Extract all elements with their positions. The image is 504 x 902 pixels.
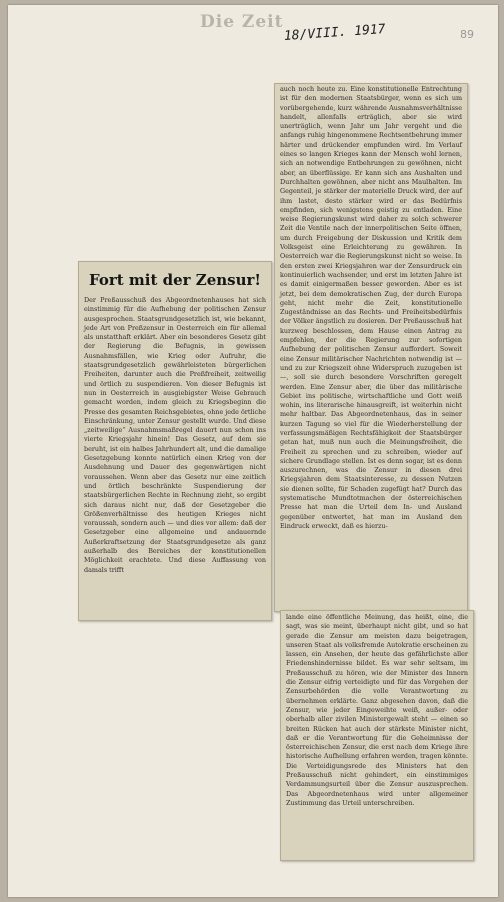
page-number: 89: [460, 28, 474, 41]
article-column-3-text: lande eine öffentliche Meinung, das heißt, eine, die sagt, was sie meint, überhaupt nicht gibt, und so hat gerade die Zensur am meisten dazu beigetragen, unseren Staat als volksfremde Autokratie erscheinen zu lassen, ein Ansehen, der heute das gefährlichste aller Friedenshindernisse bildet. Es war sehr seltsam, im Preßausschuß zu hören, wie der Minister des Innern die Zensur eifrig verteidigte und für das Vorgehen der Zensurbehörden die volle Verantwortung zu übernehmen erklärte. Ganz abgesehen davon, daß die Zensur, wie jeder Eingeweihte weiß, außer- oder oberhalb aller zivilen Ministergewalt steht — einen so breiten Rücken hat auch der stärkste Minister nicht, daß er die Verantwortung für die Geheimnisse der österreichischen Zensur, die erst nach dem Kriege ihre historische Aufhellung erfahren werden, tragen könnte. Die Verteidigungsrede des Ministers hat den Preßausschuß nicht gehindert, ein einstimmiges Verdammungsurteil über die Zensur auszusprechen. Das Abgeordnetenhaus wird unter allgemeiner Zustimmung das Urteil unterschreiben.: [286, 613, 468, 807]
masthead-stamp: Die Zeit: [200, 12, 284, 32]
clipping-column-2: [274, 83, 468, 612]
clipping-column-3: [280, 610, 474, 861]
article-column-2-text: auch noch heute zu. Eine konstitutionelle Entrechtung ist für den modernen Staatsbürger, wenn es sich um vorübergehende, kurz währende Ausnahmsverhältnisse handelt, allenfalls erträglich, aber sie wird unerträglich, wenn Jahr um Jahr vergeht und die anfangs ruhig hingenommene Rechtsentbehrung immer härter und drückender empfunden wird. Im Verlauf eines so langen Krieges kann der Mensch wohl lernen, sich an notwendige Entbehrungen zu gewöhnen, nicht aber, an überflüssige. Er kann sich ans Aushalten und Durchhalten gewöhnen, aber nicht ans Maulhalten. Im Gegenteil, je stärker der materielle Druck wird, der auf ihm lastet, desto stärker wird er das Bedürfnis empfinden, sich wenigstens geistig zu entladen. Eine weise Regierungskunst wird daher zu solch schwerer Zeit die Ventile nach der innerpolitischen Seite öffnen, um durch Freigebung der Diskussion und Kritik dem Volksgeist eine Erleichterung zu gewähren. In Oesterreich war die Regierungskunst nicht so weise. In den ersten zwei Kriegsjahren war der Zensurdruck ein kontinuierlich wachsender, und erst im letzten Jahre ist es damit einigermaßen besser geworden. Aber es ist jetzt, bei dem demokratischen Zug, der durch Europa geht, nicht mehr die Zeit, konstitutionelle Zugeständnisse an das Rechts- und Freiheitsbedürfnis der Völker ängstlich zu dosieren. Der Preßausschuß hat kurzweg beschlossen, dem Hause einen Antrag zu empfehlen, der die Regierung zur sofortigen Aufhebung der politischen Zensur auffordert. Soweit eine Zensur militärischer Nachrichten notwendig ist — und zu zur Kriegszeit ohne Widerspruch zuzugeben ist —, soll sie durch besondere Vorschriften geregelt werden. Eine Zensur aber, die über das militärische Gebiet ins politische, wirtschaftliche und Gott weiß wohin, ins literarische hinausgreift, ist weiterhin nicht mehr haltbar. Das Abgeordnetenhaus, das in seiner kurzen Tagung so viel für die Wiederherstellung der verfassungsmäßigen Rechtsfähigkeit der Staatsbürger getan hat, muß nun auch die Meinungsfreiheit, die Freiheit zu sprechen und zu schreiben, wieder auf sichere Grundlage stellen. Ist es denn sogar, ist es denn auszurechnen, was die Zensur in diesen drei Kriegsjahren dem Staatsinteresse, zu dessen Nutzen sie dienen sollte, für Schaden zugefügt hat? Durch das systematische Mundtotmachen der österreichischen Presse hat man die Urteil dem In- und Ausland gegenüber entwertet, hat man im Ausland den Eindruck erweckt, daß es hierzu-: [280, 85, 463, 530]
handwritten-date: 18/VIII. 1917: [283, 21, 387, 44]
article-headline: Fort mit der Zensur!: [88, 271, 261, 289]
article-column-1-text: Der Preßausschuß des Abgeordnetenhauses hat sich einstimmig für die Aufhebung der politischen Zensur ausgesprochen. Staatsgrundgesetzlich ist, wie bekannt, jede Art von Preßzensur in Oesterreich ein für allemal als unstatthaft erklärt. Aber ein besonderes Gesetz gibt der Regierung die Befugnis, in gewissen Ausnahmsfällen, wie Krieg oder Aufruhr, die staatsgrundgesetzlich gewährleisteten bürgerlichen Freiheiten, darunter auch die Preßfreiheit, zeitweilig und örtlich zu suspendieren. Von dieser Befugnis ist nun in Oesterreich in ausgiebigster Weise Gebrauch gemacht worden, indem gleich zu Kriegsbeginn die Presse des gesamten Reichsgebietes, ohne jede örtliche Einschränkung, unter Zensur gestellt wurde. Und diese „zeitweilige“ Ausnahmsmaßregel dauert nun schon ins vierte Kriegsjahr hinein! Das Gesetz, auf dem sie beruht, ist ein halbes Jahrhundert alt, und die damalige Gesetzgebung konnte natürlich einen Krieg von der Ausdehnung und Dauer des gegenwärtigen nicht voraussehen. Wenn aber das Gesetz nur eine zeitlich und örtlich beschränkte Suspendierung der staatsbürgerlichen Rechte in Rechnung zieht, so ergibt sich daraus nicht nur, daß der Gesetzgeber die Größenverhältnisse des heutigen Krieges nicht voraussah, sondern auch — und dies vor allem: daß der Gesetzgeber eine allgemeine und andauernde Außerkraftsetzung der Staatsgrundgesetze als ganz außerhalb des Bereiches der konstitutionellen Möglichkeit erachtete. Und diese Auffassung von damals trifft: [84, 296, 266, 574]
clipping-column-1: [78, 261, 272, 621]
